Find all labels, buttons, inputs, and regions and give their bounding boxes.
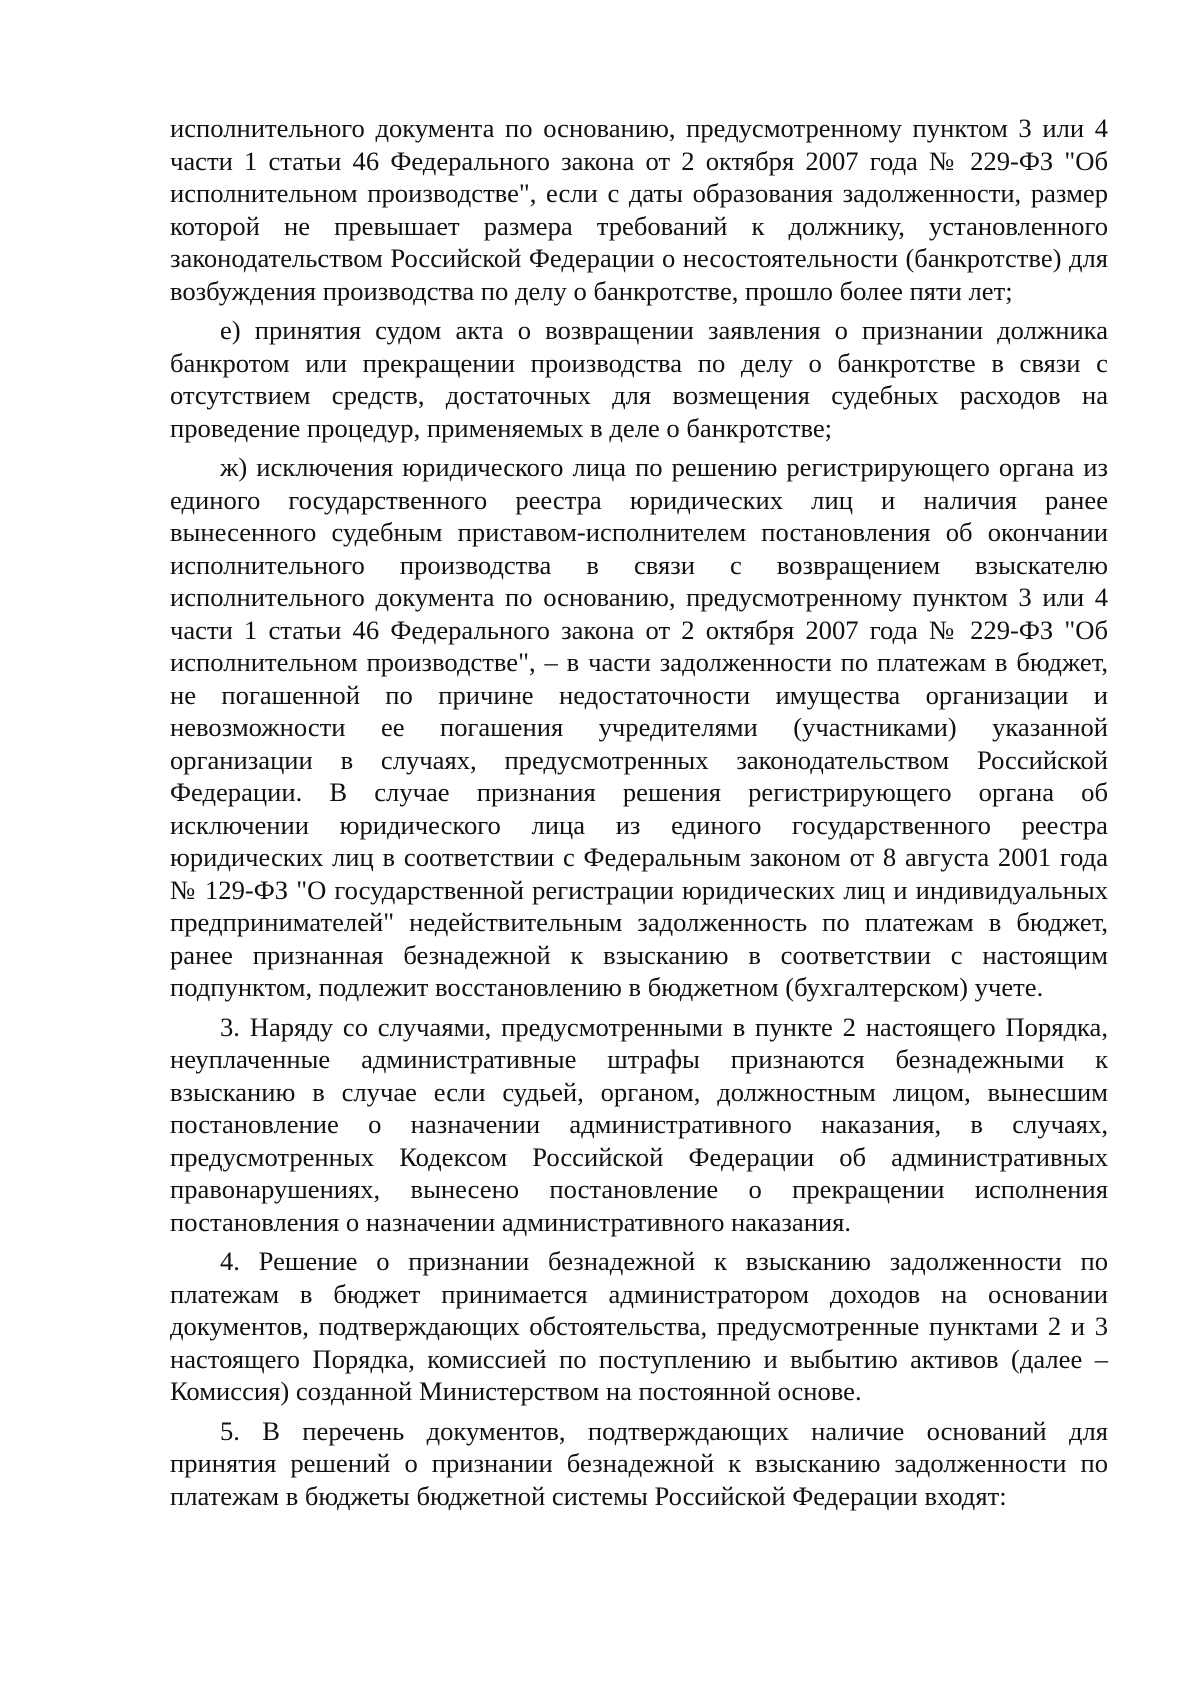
paragraph-subitem-e: е) принятия судом акта о возвращении заявления о признании должника банкротом или прекращении производства по делу о банкротстве в связи с отсутствием средств, достаточных для возмещения судебных расходов на проведение процедур, применяемых в деле о банкротстве; — [170, 315, 1108, 443]
paragraph-subitem-zh: ж) исключения юридического лица по решению регистрирующего органа из единого государственного реестра юридических лиц и наличия ранее вынесенного судебным приставом-исполнителем постановления об окончании исполнительного производства в связи с возвращением взыскателю исполнительного документа по основанию, предусмотренному пунктом 3 или 4 части 1 статьи 46 Федерального закона от 2 октября 2007 года № 229-ФЗ "Об исполнительном производстве", – в части задолженности по платежам в бюджет, не погашенной по причине недостаточности имущества организации и невозможности ее погашения учредителями (участниками) указанной организации в случаях, предусмотренных законодательством Российской Федерации. В случае признания решения регистрирующего органа об исключении юридического лица из единого государственного реестра юридических лиц в соответствии с Федеральным законом от 8 августа 2001 года № 129-ФЗ "О государственной регистрации юридических лиц и индивидуальных предпринимателей" недействительным задолженность по платежам в бюджет, ранее признанная безнадежной к взысканию в соответствии с настоящим подпунктом, подлежит восстановлению в бюджетном (бухгалтерском) учете. — [170, 452, 1108, 1002]
paragraph-item-4: 4. Решение о признании безнадежной к взысканию задолженности по платежам в бюджет принимается администратором доходов на основании документов, подтверждающих обстоятельства, предусмотренные пунктами 2 и 3 настоящего Порядка, комиссией по поступлению и выбытию активов (далее – Комиссия) созданной Министерством на постоянной основе. — [170, 1246, 1108, 1406]
document-page — [170, 112, 1108, 1512]
paragraph-item-5: 5. В перечень документов, подтверждающих наличие оснований для принятия решений о признании безнадежной к взысканию задолженности по платежам в бюджеты бюджетной системы Российской Федерации входят: — [170, 1415, 1108, 1511]
paragraph-item-3: 3. Наряду со случаями, предусмотренными в пункте 2 настоящего Порядка, неуплаченные административные штрафы признаются безнадежными к взысканию в случае если судьей, органом, должностным лицом, вынесшим постановление о назначении административного наказания, в случаях, предусмотренных Кодексом Российской Федерации об административных правонарушениях, вынесено постановление о прекращении исполнения постановления о назначении административного наказания. — [170, 1011, 1108, 1237]
paragraph-continuation: исполнительного документа по основанию, предусмотренному пунктом 3 или 4 части 1 статьи 46 Федерального закона от 2 октября 2007 года № 229-ФЗ "Об исполнительном производстве", если с даты образования задолженности, размер которой не превышает размера требований к должнику, установленного законодательством Российской Федерации о несостоятельности (банкротстве) для возбуждения производства по делу о банкротстве, прошло более пяти лет; — [170, 113, 1108, 306]
